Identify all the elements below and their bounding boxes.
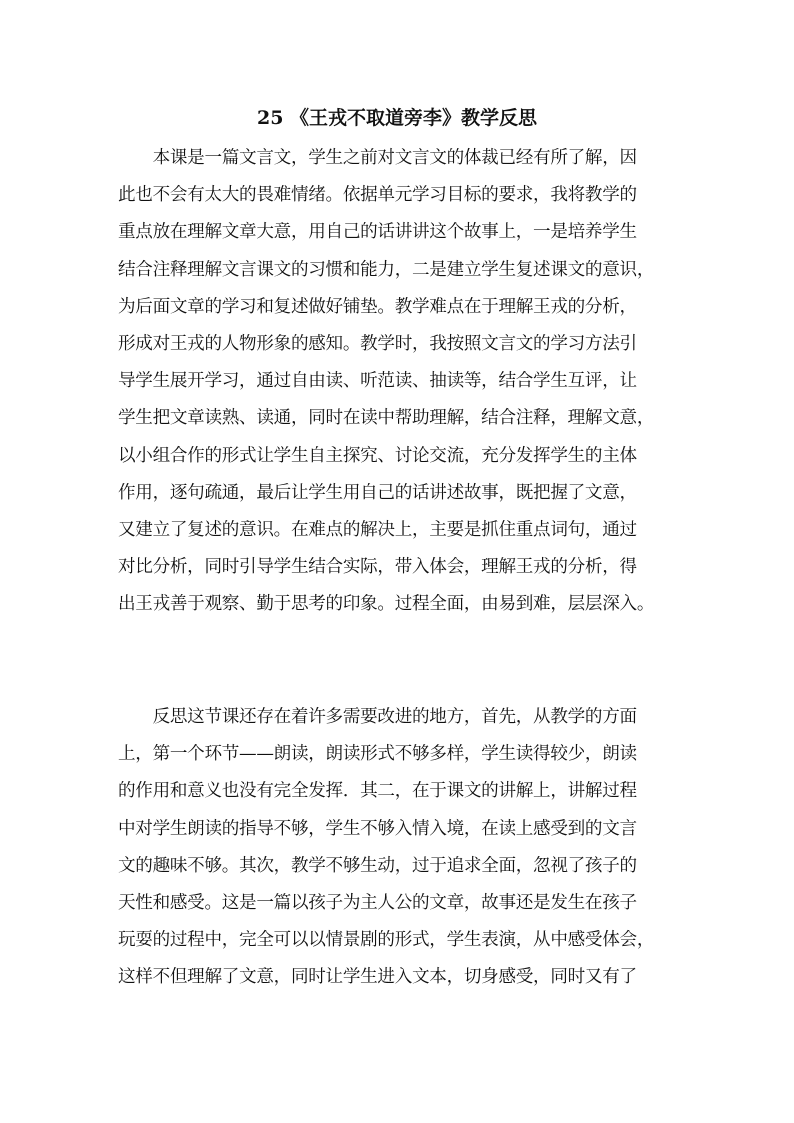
paragraph-line: 天性和感受。这是一篇以孩子为主人公的文章，故事还是发生在孩子	[118, 892, 637, 913]
paragraph-1	[118, 140, 678, 623]
paragraph-line: 出王戎善于观察、勤于思考的印象。过程全面，由易到难，层层深入。	[118, 594, 655, 615]
paragraph-line: 的作用和意义也没有完全发挥．其二，在于课文的讲解上，讲解过程	[118, 781, 637, 802]
paragraph-line: 上，第一个环节——朗读，朗读形式不够多样，学生读得较少，朗读	[118, 744, 637, 765]
paragraph-line: 形成对王戎的人物形象的感知。教学时，我按照文言文的学习方法引	[118, 333, 637, 354]
document-title: 25 《王戎不取道旁李》教学反思	[256, 107, 538, 129]
paragraph-line: 本课是一篇文言文，学生之前对文言文的体裁已经有所了解，因	[118, 148, 637, 168]
paragraph-line: 为后面文章的学习和复述做好铺垫。教学难点在于理解王戎的分析，	[118, 296, 637, 317]
paragraph-line: 以小组合作的形式让学生自主探究、讨论交流，充分发挥学生的主体	[118, 445, 637, 466]
paragraph-line: 导学生展开学习，通过自由读、听范读、抽读等，结合学生互评，让	[118, 371, 637, 392]
paragraph-line: 学生把文章读熟、读通，同时在读中帮助理解，结合注释，理解文意，	[118, 408, 655, 429]
paragraph-line: 反思这节课还存在着许多需要改进的地方，首先，从教学的方面	[118, 707, 637, 727]
paragraph-2	[118, 699, 678, 997]
paragraph-line: 作用，逐句疏通，最后让学生用自己的话讲述故事，既把握了文意，	[118, 482, 637, 503]
paragraph-line: 又建立了复述的意识。在难点的解决上，主要是抓住重点词句，通过	[118, 519, 637, 540]
paragraph-line: 文的趣味不够。其次，教学不够生动，过于追求全面，忽视了孩子的	[118, 855, 637, 876]
paragraph-line: 这样不但理解了文意，同时让学生进入文本，切身感受，同时又有了	[118, 967, 637, 988]
paragraph-line: 玩耍的过程中，完全可以以情景剧的形式，学生表演，从中感受体会，	[118, 930, 655, 951]
paragraph-line: 中对学生朗读的指导不够，学生不够入情入境，在读上感受到的文言	[118, 818, 637, 839]
paragraph-line: 结合注释理解文言课文的习惯和能力，二是建立学生复述课文的意识，	[118, 259, 655, 280]
paragraph-line: 重点放在理解文章大意，用自己的话讲讲这个故事上，一是培养学生	[118, 222, 637, 243]
paragraph-line: 对比分析，同时引导学生结合实际，带入体会，理解王戎的分析，得	[118, 557, 637, 578]
paragraph-line: 此也不会有太大的畏难情绪。依据单元学习目标的要求，我将教学的	[118, 185, 637, 206]
